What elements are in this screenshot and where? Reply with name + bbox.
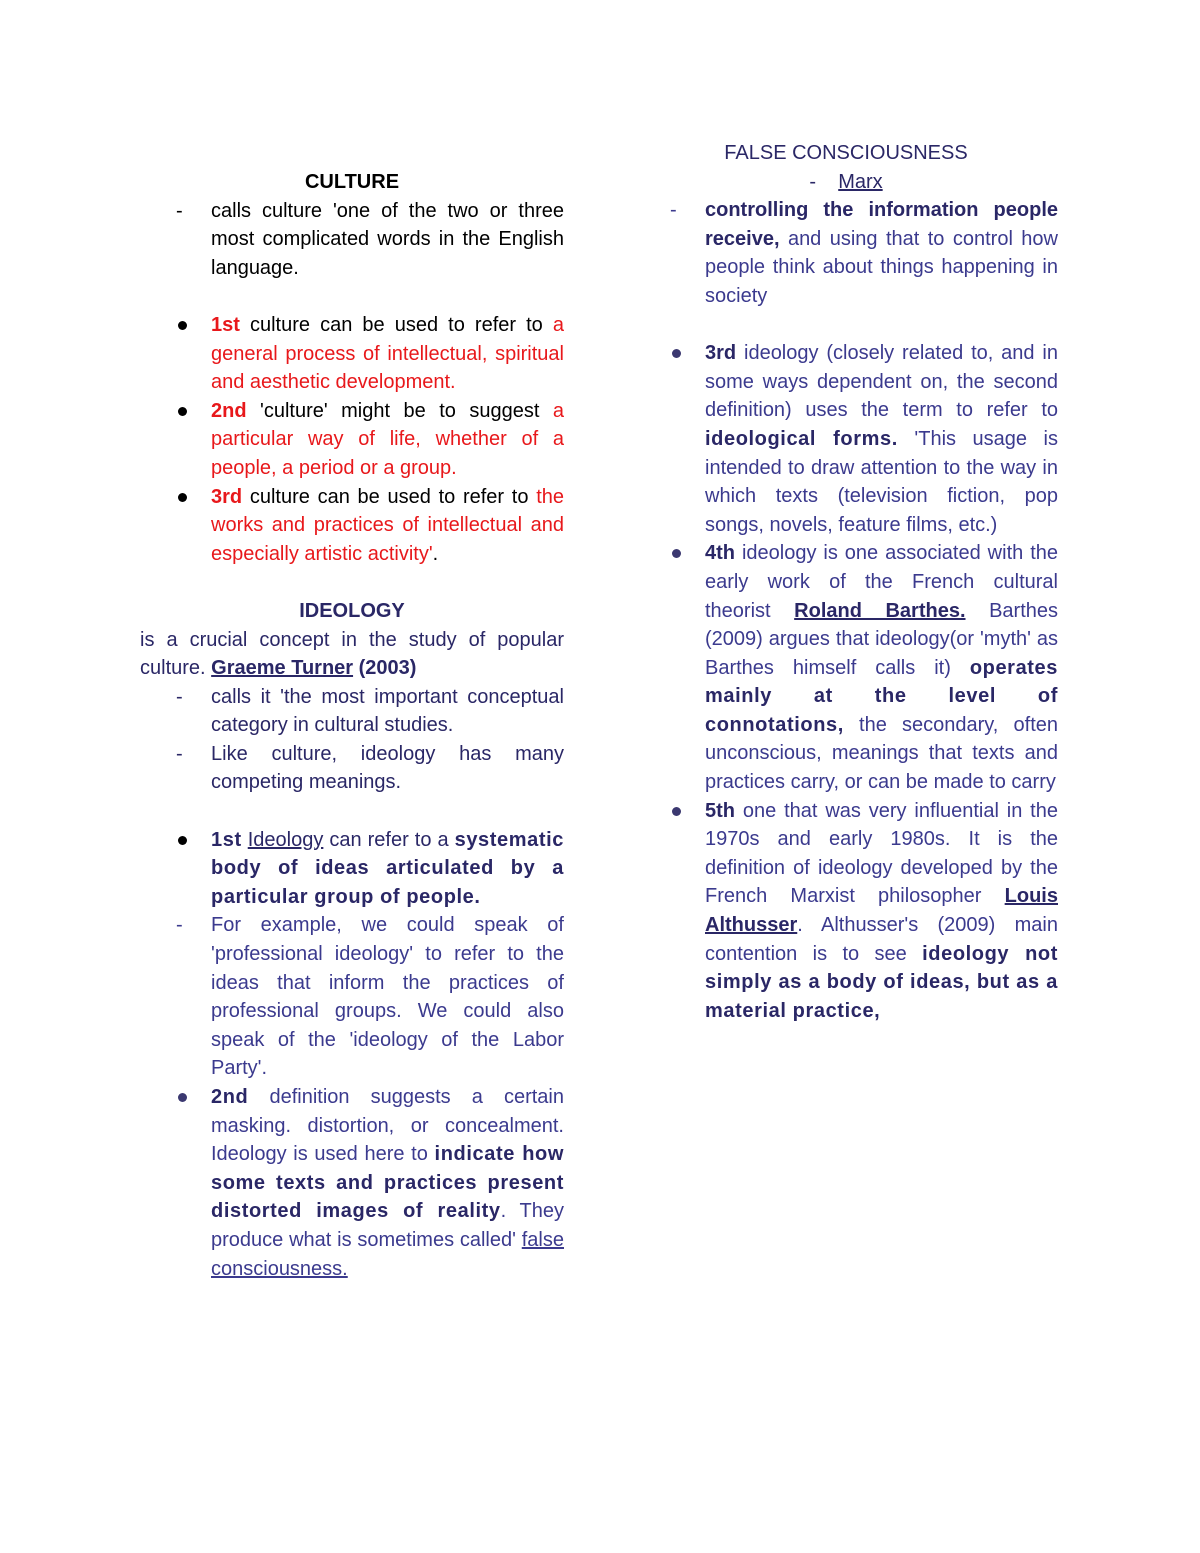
fc-i3-num: 3rd bbox=[705, 342, 737, 365]
fc-bullet-5 bbox=[634, 797, 1058, 1026]
roland-barthes-link[interactable]: Roland Barthes. bbox=[794, 599, 966, 622]
graeme-turner-link[interactable]: Graeme Turner bbox=[211, 657, 354, 680]
ideology-i1-num: 1st bbox=[211, 828, 242, 851]
louis-althusser-link[interactable]: Louis Althusser bbox=[705, 885, 1058, 937]
fc-i4-text: ideology is one associated with the early work of the French cultural theorist bbox=[705, 542, 1058, 622]
left-column bbox=[140, 140, 564, 1283]
ideology-dash-2 bbox=[140, 740, 564, 797]
ideology-intro bbox=[140, 626, 564, 683]
marx-link[interactable]: Marx bbox=[838, 170, 883, 193]
fc-i3-bold: ideological forms. bbox=[705, 427, 898, 450]
culture-b2-num: 2nd bbox=[211, 399, 247, 422]
ideology-bullet-2 bbox=[140, 1083, 564, 1283]
ideology-link[interactable]: Ideology bbox=[247, 828, 324, 851]
marx-dash: - bbox=[809, 170, 816, 193]
fc-i3-text: ideology (closely related to, and in some ways dependent on, the second definition) uses the term to refer to bbox=[705, 342, 1058, 422]
ideology-dash-3 bbox=[140, 911, 564, 1083]
ideology-bullet-1 bbox=[140, 826, 564, 912]
culture-bullet-1 bbox=[140, 311, 564, 397]
bullet-icon bbox=[178, 321, 187, 330]
fc-dash-item bbox=[634, 196, 1058, 310]
ideology-intro-text: is a crucial concept in the study of popular culture. bbox=[140, 628, 564, 680]
culture-bullet-2 bbox=[140, 397, 564, 483]
fc-i5-text2: . Althusser's (2009) main contention is to see bbox=[705, 914, 1058, 965]
false-consciousness-title: FALSE CONSCIOUSNESS bbox=[724, 142, 968, 164]
ideology-i2-bold: indicate how some texts and practices present distorted images of reality bbox=[211, 1143, 564, 1223]
ideology-heading: IDEOLOGY bbox=[299, 599, 405, 622]
ideology-i2-text: definition suggests a certain masking. distortion, or concealment. Ideology is used here to bbox=[211, 1086, 564, 1166]
culture-b1-red: a general process of intellectual, spiritual and aesthetic development. bbox=[211, 313, 564, 394]
fc-i4-text3: the secondary, often unconscious, meanings that texts and practices carry, or can be made to carry bbox=[705, 713, 1058, 794]
dash-marker: - bbox=[176, 742, 183, 765]
culture-dash-text: calls culture 'one of the two or three most complicated words in the English language. bbox=[211, 199, 564, 279]
false-consciousness-link[interactable]: false consciousness. bbox=[211, 1228, 564, 1280]
culture-b1-num: 1st bbox=[211, 313, 240, 336]
bullet-icon bbox=[178, 493, 187, 502]
right-column bbox=[634, 139, 1058, 1025]
fc-d1-text: and using that to control how people think about things happening in society bbox=[705, 227, 1058, 307]
dash-marker: - bbox=[670, 199, 677, 222]
culture-dash-item bbox=[140, 197, 564, 283]
fc-i4-bold: operates mainly at the level of connotations, bbox=[705, 656, 1058, 736]
bullet-icon bbox=[672, 807, 681, 816]
culture-b2-red: a particular way of life, whether of a people, a period or a group. bbox=[211, 399, 564, 479]
fc-i5-text: one that was very influential in the 1970s and early 1980s. It is the definition of ideology developed by the French Marxist philosopher bbox=[705, 799, 1058, 908]
ideology-year: (2003) bbox=[353, 657, 417, 680]
culture-heading: CULTURE bbox=[304, 171, 400, 193]
culture-b1-text: culture can be used to refer to bbox=[239, 313, 553, 336]
bullet-icon bbox=[672, 349, 681, 358]
culture-b3-num: 3rd bbox=[211, 485, 243, 508]
culture-b3-text: culture can be used to refer to bbox=[242, 485, 537, 508]
ideology-dash-3-text: For example, we could speak of 'professional ideology' to refer to the ideas that inform the practices of professional groups. We could also speak of the 'ideology of the Labor Party'. bbox=[211, 914, 564, 1080]
bullet-icon bbox=[178, 836, 187, 845]
ideology-dash-1 bbox=[140, 683, 564, 740]
culture-b3-red: the works and practices of intellectual and especially artistic activity' bbox=[211, 485, 564, 565]
fc-i5-num: 5th bbox=[705, 799, 735, 822]
bullet-icon bbox=[178, 407, 187, 416]
dash-marker: - bbox=[176, 199, 183, 222]
dash-marker: - bbox=[176, 914, 183, 937]
fc-i4-text2: Barthes (2009) argues that ideology(or 'myth' as Barthes himself calls it) bbox=[705, 599, 1058, 679]
ideology-i2-num: 2nd bbox=[211, 1086, 249, 1108]
ideology-i1-text: can refer to a bbox=[323, 828, 455, 851]
fc-i5-bold: ideology not simply as a body of ideas, but as a material practice, bbox=[705, 942, 1059, 1022]
ideology-i2-text2: . They produce what is sometimes called' bbox=[211, 1200, 564, 1251]
culture-b2-text: 'culture' might be to suggest bbox=[246, 399, 553, 422]
fc-d1-bold: controlling the information people receive, bbox=[705, 199, 1058, 250]
bullet-icon bbox=[178, 1093, 187, 1102]
ideology-dash-2-text: Like culture, ideology has many competing meanings. bbox=[211, 742, 564, 794]
fc-i3-text2: 'This usage is intended to draw attention to the way in which texts (television fiction, pop songs, novels, feature films, etc.) bbox=[705, 427, 1058, 536]
false-consciousness-heading bbox=[634, 139, 1058, 168]
ideology-i1-bold: systematic body of ideas articulated by a particular group of people. bbox=[211, 828, 564, 908]
ideology-dash-1-text: calls it 'the most important conceptual category in cultural studies. bbox=[211, 685, 564, 737]
marx-line bbox=[634, 168, 1058, 197]
bullet-icon bbox=[672, 549, 681, 558]
fc-bullet-3 bbox=[634, 339, 1058, 539]
fc-bullet-4 bbox=[634, 539, 1058, 796]
dash-marker: - bbox=[176, 685, 183, 708]
culture-bullet-3 bbox=[140, 483, 564, 569]
culture-b3-end: . bbox=[432, 542, 439, 565]
fc-i4-num: 4th bbox=[705, 542, 735, 565]
